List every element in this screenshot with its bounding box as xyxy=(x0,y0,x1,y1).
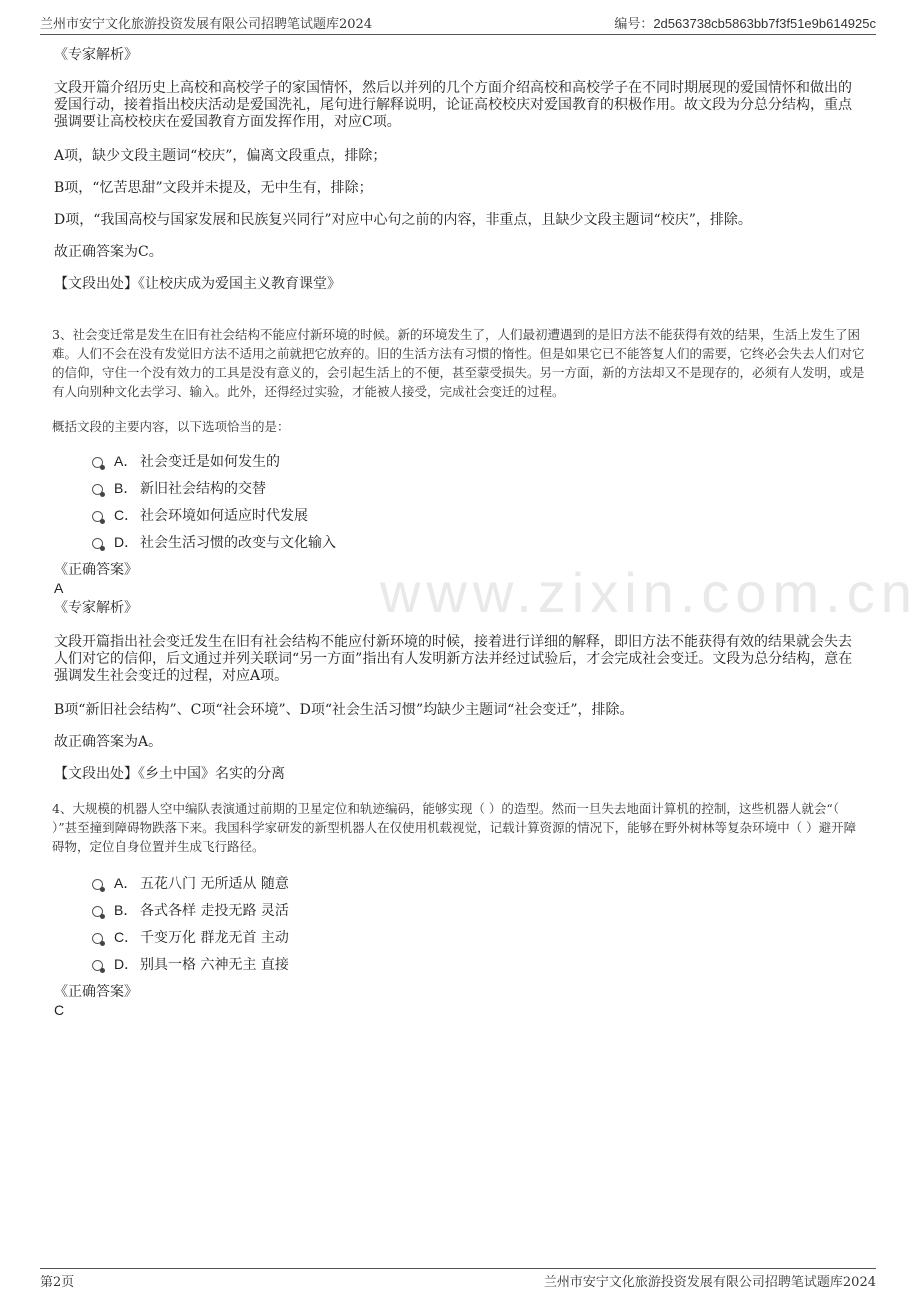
q2-conclusion: 故正确答案为C。 xyxy=(54,244,163,260)
radio-button-icon[interactable] xyxy=(92,511,103,522)
q3-option-d[interactable] xyxy=(54,532,654,559)
q4-option-a[interactable] xyxy=(54,873,654,900)
q2-analysis-option-b: B项，“忆苦思甜”文段并未提及，无中生有，排除； xyxy=(54,180,373,196)
radio-button-icon[interactable] xyxy=(92,960,103,971)
q3-option-b[interactable] xyxy=(54,478,654,505)
q3-answer-label: 《正确答案》 xyxy=(54,562,138,578)
q2-analysis-option-d: D项，“我国高校与国家发展和民族复兴同行”对应中心句之前的内容，非重点，且缺少文段主题词“校庆”，排除。 xyxy=(54,212,752,228)
q2-analysis-paragraph: 文段开篇介绍历史上高校和高校学子的家国情怀，然后以并列的几个方面介绍高校和高校学子在不同时期展现的爱国情怀和做出的爱国行动，接着指出校庆活动是爱国洗礼，尾句进行解释说明，论证高校校庆对爱国教育的积极作用。故文段为分总分结构，重点强调要让高校校庆在爱国教育方面发挥作用，对应C项。 xyxy=(54,80,852,130)
radio-button-icon[interactable] xyxy=(92,879,103,890)
page-header xyxy=(40,12,876,35)
q3-stem: 3、社会变迁常是发生在旧有社会结构不能应付新环境的时候。新的环境发生了，人们最初遭遇到的是旧方法不能获得有效的结果，生活上发生了困难。人们不会在没有发觉旧方法不适用之前就把它放弃的。旧的生活方法有习惯的惰性。但是如果它已不能答复人们的需要，它终必会失去人们对它的信仰，守住一个没有效力的工具是没有意义的，会引起生活上的不便，甚至蒙受损失。另一方面，新的方法却又不是现存的，必须有人发明，或是有人向别种文化去学习、输入。此外，还得经过实验，才能被人接受，完成社会变迁的过程。 xyxy=(52,327,865,399)
radio-button-icon[interactable] xyxy=(92,538,103,549)
q3-analysis-label: 《专家解析》 xyxy=(54,600,138,616)
q4-option-c[interactable] xyxy=(54,927,654,954)
option-letter: A． xyxy=(114,453,138,469)
option-text: 社会环境如何适应时代发展 xyxy=(140,508,308,524)
option-text: 五花八门 无所适从 随意 xyxy=(140,876,289,892)
q4-options xyxy=(54,873,654,981)
option-letter: D． xyxy=(114,956,139,972)
option-letter: A． xyxy=(114,875,138,891)
q3-analysis-others: B项“新旧社会结构”、C项“社会环境”、D项“社会生活习惯”均缺少主题词“社会变迁”，排除。 xyxy=(54,702,634,718)
q2-analysis-option-a: A项，缺少文段主题词“校庆”，偏离文段重点，排除； xyxy=(54,148,387,164)
page-footer xyxy=(40,1268,876,1293)
option-text: 各式各样 走投无路 灵活 xyxy=(140,903,289,919)
q3-source: 【文段出处】《乡土中国》名实的分离 xyxy=(54,766,285,782)
option-letter: B． xyxy=(114,902,138,918)
option-letter: C． xyxy=(114,507,139,523)
q3-option-a[interactable] xyxy=(54,451,654,478)
q2-analysis-label: 《专家解析》 xyxy=(54,47,138,63)
radio-button-icon[interactable] xyxy=(92,933,103,944)
option-letter: D． xyxy=(114,534,139,550)
q4-answer-label: 《正确答案》 xyxy=(54,984,138,1000)
radio-button-icon[interactable] xyxy=(92,906,103,917)
header-doc-code: 编号：2d563738cb5863bb7f3f51e9b614925c xyxy=(614,16,876,31)
option-letter: B． xyxy=(114,480,138,496)
option-letter: C． xyxy=(114,929,139,945)
q3-conclusion: 故正确答案为A。 xyxy=(54,734,163,750)
q3-option-c[interactable] xyxy=(54,505,654,532)
option-text: 社会生活习惯的改变与文化输入 xyxy=(140,535,336,551)
q4-option-b[interactable] xyxy=(54,900,654,927)
q3-options xyxy=(54,451,654,559)
header-title: 兰州市安宁文化旅游投资发展有限公司招聘笔试题库2024 xyxy=(40,17,373,32)
q4-option-d[interactable] xyxy=(54,954,654,981)
option-text: 千变万化 群龙无首 主动 xyxy=(140,930,289,946)
watermark-text: www.zixin.com.cn xyxy=(380,561,918,624)
q3-answer: A xyxy=(54,580,64,596)
radio-button-icon[interactable] xyxy=(92,484,103,495)
q3-analysis-paragraph: 文段开篇指出社会变迁发生在旧有社会结构不能应付新环境的时候，接着进行详细的解释，即旧方法不能获得有效的结果就会失去人们对它的信仰，后文通过并列关联词“另一方面”指出有人发明新方法并经过试验后，才会完成社会变迁。文段为总分结构，意在强调发生社会变迁的过程，对应A项。 xyxy=(54,634,853,684)
q3-question: 概括文段的主要内容，以下选项恰当的是： xyxy=(52,419,290,434)
option-text: 社会变迁是如何发生的 xyxy=(140,454,280,470)
option-text: 别具一格 六神无主 直接 xyxy=(140,957,289,973)
q4-stem: 4、大规模的机器人空中编队表演通过前期的卫星定位和轨迹编码，能够实现（ ）的造型。然而一旦失去地面计算机的控制，这些机器人就会“（ ）”甚至撞到障碍物跌落下来。我国科学家研发的新型机器人在仅使用机载视觉，记载计算资源的情况下，能够在野外树林等复杂环境中（ ）避开障碍物，定位自身位置并生成飞行路径。 xyxy=(52,801,857,854)
q4-answer: C xyxy=(54,1002,65,1018)
radio-button-icon[interactable] xyxy=(92,457,103,468)
q2-source: 【文段出处】《让校庆成为爱国主义教育课堂》 xyxy=(54,276,341,292)
footer-title: 兰州市安宁文化旅游投资发展有限公司招聘笔试题库2024 xyxy=(543,1275,876,1290)
footer-page-number: 第2页 xyxy=(40,1275,75,1290)
option-text: 新旧社会结构的交替 xyxy=(140,481,266,497)
